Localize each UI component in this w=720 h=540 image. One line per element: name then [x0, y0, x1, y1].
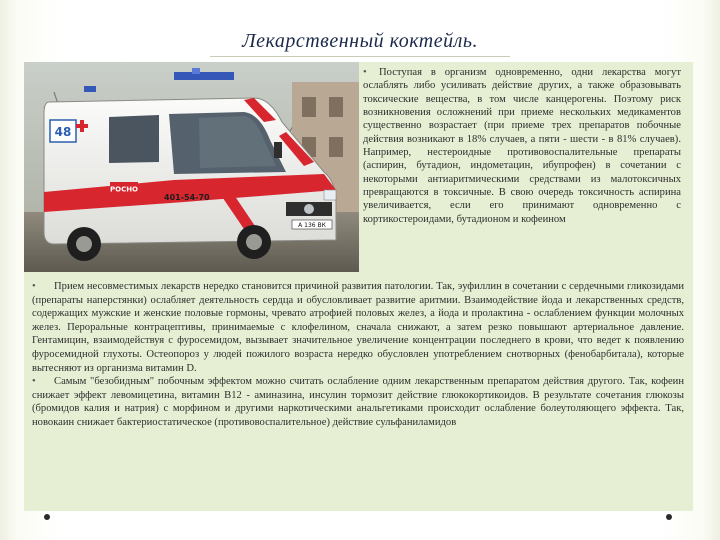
bottom-paragraph-2: [32, 375, 684, 429]
van-plate: А 136 ВК: [298, 222, 326, 229]
right-paragraph-text: Поступая в организм одновременно, одни лекарства могут ослаблять либо усиливать действие других, а также образовывать токсические вещества, в том числе канцерогены. Поэтому риск возникновения осложнений при приеме нескольких медикаментов существенно возрастает (при приеме трех препаратов побочные действия возникают в 18% случаев, а пяти - шести - в 81% случаев). Например, нестероидные противовоспалительные препараты (аспирин, бутадион, индометацин, ибупрофен) в сочетании с некоторыми антиаритмическими средствами из малотоксичных превращаются в токсичные. В свою очередь токсичность аспирина увеличивается, если его принимают одновременно с кортикостероидами, бутадионом и кофеином: [363, 67, 681, 225]
van-badge: 48: [54, 125, 72, 139]
slide-title: Лекарственный коктейль.: [242, 30, 478, 52]
bullet-marker: •: [32, 376, 36, 388]
van-phone: 401-54-70: [164, 193, 210, 202]
right-paragraph: [363, 66, 681, 226]
bottom-paragraph-1: [32, 280, 684, 375]
bullet-marker: •: [363, 67, 367, 78]
title-divider: [210, 56, 510, 57]
bottom-paragraph-1-text: Прием несовместимых лекарств нередко становится причиной развития патологии. Так, эуфиллин в сочетании с сердечными гликозидами (препараты наперстянки) ослабляет деятельность сердца и обусловливает развитие аритмии. Взаимодействие йода и лекарственных средств, содержащих мужские и женские половые гормоны, чревато атрофией половых желез, а йода и пролактина - ослаблением функции молочных желез. Пероральные контрацептивы, принимаемые с клофелином, сначала снижают, а затем резко повышают артериальное давление. Гентамицин, взаимодействуя с фуросемидом, вызывает значительное увеличение концентрации последнего в крови, что ведет к появлению фуросемидной глухоты. Остеопороз у людей пожилого возраста нередко обусловлен употреблением снотворных (фенобарбитала), которые вытесняют из организма витамин D.: [32, 281, 684, 374]
bottom-left-dot: [44, 514, 50, 520]
bottom-paragraph-2-text: Самым "безобидным" побочным эффектом можно считать ослабление одним лекарственным препаратом действия другого. Так, кофеин снижает эффект левомицетина, витамин В12 - аминазина, инсулин тормозит действие глюкокортикоидов. В результате сочетания глюкозы (бромидов калия и натрия) с морфином и другими наркотическими анальгетиками происходит ослабление болеутоляющего эффекта. Так, новокаин снижает бактериостатическое (противовоспалительное) действие сульфаниламидов: [32, 376, 684, 428]
bottom-text-block: [32, 280, 684, 430]
right-column-text: [363, 66, 681, 226]
bottom-right-dot: [666, 514, 672, 520]
bullet-marker: •: [32, 281, 36, 292]
van-brand: РОСНО: [109, 185, 139, 194]
ambulance-photo: [24, 62, 359, 272]
